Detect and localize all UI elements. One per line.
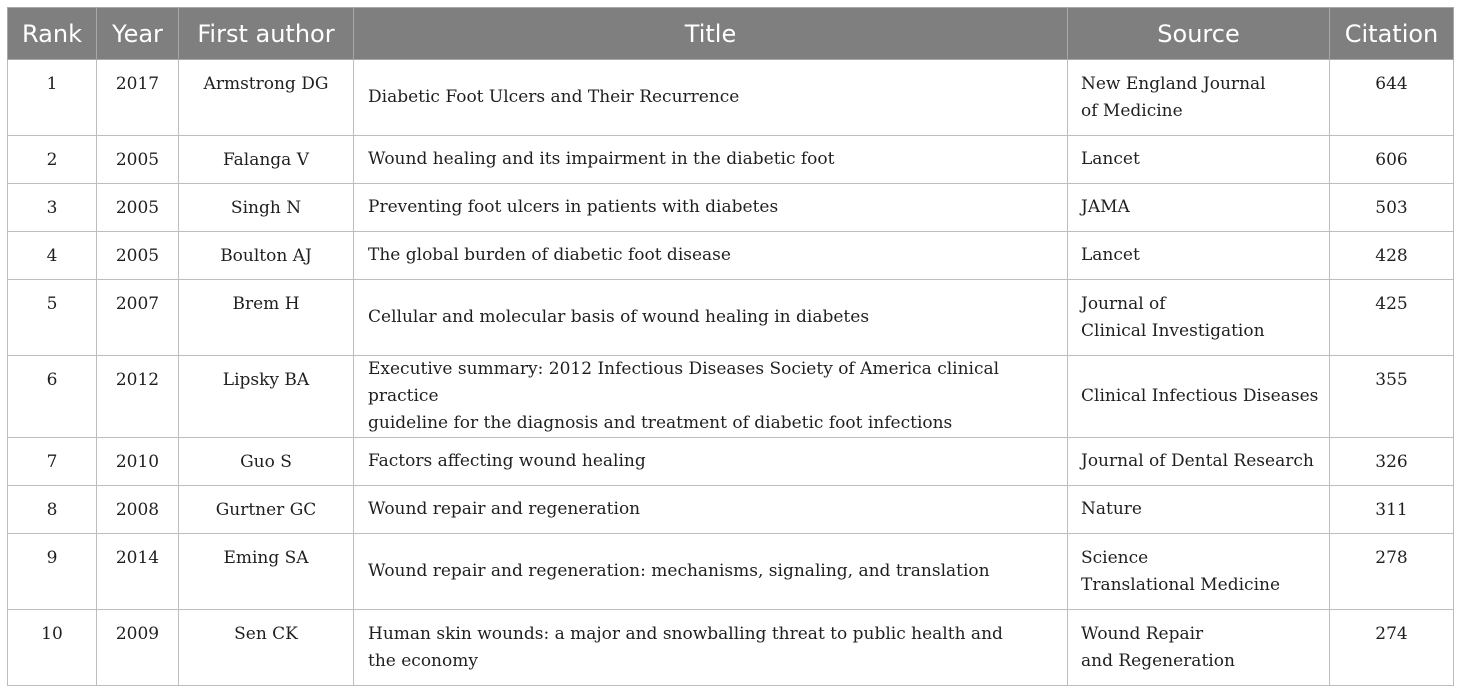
table-row (8, 280, 1454, 356)
source-cell-line: Clinical Investigation (1081, 320, 1265, 341)
source-cell (1068, 610, 1330, 686)
table-row (8, 438, 1454, 486)
header-row (8, 8, 1454, 60)
source-cell-line: Clinical Infectious Diseases (1081, 386, 1319, 406)
column-header-year: Year (97, 8, 179, 60)
year-cell: 2009 (97, 610, 179, 686)
source-cell-line: Science (1081, 547, 1149, 568)
rank-cell: 1 (8, 60, 97, 136)
rank-cell: 4 (8, 232, 97, 280)
title-cell (354, 184, 1068, 232)
first-author-cell: Armstrong DG (179, 60, 354, 136)
citation-cell: 278 (1330, 534, 1454, 610)
title-cell-line: Factors affecting wound healing (368, 451, 646, 471)
source-cell (1068, 184, 1330, 232)
source-cell (1068, 232, 1330, 280)
title-cell (354, 356, 1068, 438)
rank-cell: 3 (8, 184, 97, 232)
citation-table-container (7, 7, 1453, 686)
first-author-cell: Guo S (179, 438, 354, 486)
title-cell (354, 136, 1068, 184)
source-cell-line: Translational Medicine (1081, 574, 1281, 595)
table-row (8, 356, 1454, 438)
citation-cell: 644 (1330, 60, 1454, 136)
year-cell: 2017 (97, 60, 179, 136)
citation-cell: 606 (1330, 136, 1454, 184)
column-header-source: Source (1068, 8, 1330, 60)
title-cell-line: Cellular and molecular basis of wound healing in diabetes (368, 307, 870, 327)
source-cell (1068, 438, 1330, 486)
title-cell-line: Diabetic Foot Ulcers and Their Recurrence (368, 87, 740, 107)
rank-cell: 2 (8, 136, 97, 184)
source-cell-line: JAMA (1081, 197, 1130, 217)
title-cell-line: Wound healing and its impairment in the diabetic foot (368, 149, 835, 169)
first-author-cell: Sen CK (179, 610, 354, 686)
table-row (8, 60, 1454, 136)
first-author-cell: Eming SA (179, 534, 354, 610)
first-author-cell: Boulton AJ (179, 232, 354, 280)
top-cited-papers-table (7, 7, 1454, 686)
table-body (8, 60, 1454, 686)
source-cell (1068, 280, 1330, 356)
title-cell (354, 534, 1068, 610)
citation-cell: 355 (1330, 356, 1454, 438)
year-cell: 2014 (97, 534, 179, 610)
source-cell-line: New England Journal (1081, 73, 1266, 94)
title-cell-line: The global burden of diabetic foot disease (368, 245, 731, 265)
source-cell-line: Journal of Dental Research (1081, 451, 1314, 471)
title-cell-line: Preventing foot ulcers in patients with diabetes (368, 197, 779, 217)
first-author-cell: Lipsky BA (179, 356, 354, 438)
source-cell (1068, 534, 1330, 610)
source-cell-line: Wound Repair (1081, 623, 1204, 644)
source-cell-line: Lancet (1081, 245, 1140, 265)
year-cell: 2005 (97, 136, 179, 184)
title-cell (354, 232, 1068, 280)
source-cell-line: Lancet (1081, 149, 1140, 169)
citation-cell: 311 (1330, 486, 1454, 534)
source-cell (1068, 60, 1330, 136)
source-cell-line: Journal of (1081, 293, 1166, 314)
title-cell (354, 610, 1068, 686)
column-header-citation: Citation (1330, 8, 1454, 60)
source-cell (1068, 356, 1330, 438)
table-row (8, 534, 1454, 610)
rank-cell: 5 (8, 280, 97, 356)
first-author-cell: Falanga V (179, 136, 354, 184)
title-cell-line: guideline for the diagnosis and treatment of diabetic foot infections (368, 413, 953, 433)
first-author-cell: Brem H (179, 280, 354, 356)
year-cell: 2012 (97, 356, 179, 438)
citation-cell: 503 (1330, 184, 1454, 232)
citation-cell: 326 (1330, 438, 1454, 486)
year-cell: 2005 (97, 184, 179, 232)
year-cell: 2010 (97, 438, 179, 486)
title-cell (354, 486, 1068, 534)
table-row (8, 136, 1454, 184)
source-cell (1068, 486, 1330, 534)
title-cell (354, 60, 1068, 136)
title-cell-line: Wound repair and regeneration: mechanisms, signaling, and translation (368, 561, 990, 581)
year-cell: 2005 (97, 232, 179, 280)
citation-cell: 425 (1330, 280, 1454, 356)
title-cell-line: Executive summary: 2012 Infectious Diseases Society of America clinical practice (368, 359, 1000, 406)
citation-cell: 428 (1330, 232, 1454, 280)
title-cell-line: the economy (368, 650, 478, 671)
title-cell-line: Human skin wounds: a major and snowballing threat to public health and (368, 623, 1003, 644)
rank-cell: 6 (8, 356, 97, 438)
source-cell-line: and Regeneration (1081, 650, 1235, 671)
table-row (8, 184, 1454, 232)
table-row (8, 486, 1454, 534)
source-cell-line: of Medicine (1081, 100, 1183, 121)
column-header-title: Title (354, 8, 1068, 60)
source-cell (1068, 136, 1330, 184)
first-author-cell: Singh N (179, 184, 354, 232)
year-cell: 2008 (97, 486, 179, 534)
table-row (8, 232, 1454, 280)
rank-cell: 7 (8, 438, 97, 486)
rank-cell: 8 (8, 486, 97, 534)
source-cell-line: Nature (1081, 499, 1142, 519)
column-header-rank: Rank (8, 8, 97, 60)
title-cell (354, 280, 1068, 356)
rank-cell: 10 (8, 610, 97, 686)
first-author-cell: Gurtner GC (179, 486, 354, 534)
table-row (8, 610, 1454, 686)
citation-cell: 274 (1330, 610, 1454, 686)
title-cell (354, 438, 1068, 486)
column-header-first-author: First author (179, 8, 354, 60)
rank-cell: 9 (8, 534, 97, 610)
year-cell: 2007 (97, 280, 179, 356)
title-cell-line: Wound repair and regeneration (368, 499, 641, 519)
